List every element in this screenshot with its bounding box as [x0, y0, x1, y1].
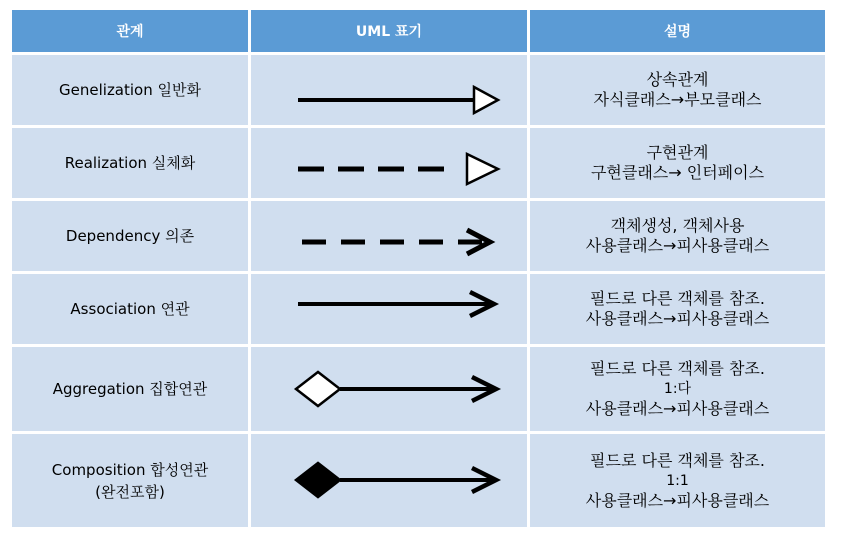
relation-name: Composition 합성연관: [51, 460, 209, 479]
description-line: 필드로 다른 객체를 참조.: [590, 359, 765, 378]
description-line: 사용클래스→피사용클래스: [585, 236, 770, 255]
description-line: 상속관계: [646, 70, 709, 89]
header-uml-notation: UML 표기: [251, 10, 527, 52]
description-line: 자식클래스→부모클래스: [593, 90, 762, 109]
description-line: 사용클래스→피사용클래스: [585, 399, 770, 418]
relation-name: Dependency 의존: [65, 227, 195, 245]
realization-arrow-icon: [298, 154, 498, 184]
description-line: 사용클래스→피사용클래스: [585, 309, 770, 328]
description-line: 구현클래스→ 인터페이스: [590, 163, 765, 182]
description-line: 1:다: [663, 381, 692, 397]
description-line: 필드로 다른 객체를 참조.: [590, 450, 765, 470]
association-arrow-icon: [298, 292, 494, 316]
relation-name: Aggregation 집합연관: [52, 380, 208, 398]
generalization-arrow-icon: [298, 87, 498, 113]
aggregation-arrow-icon: [296, 372, 496, 406]
dependency-arrow-icon: [302, 230, 490, 254]
description-line: 구현관계: [646, 143, 709, 162]
description-line: 필드로 다른 객체를 참조.: [590, 289, 765, 308]
description-line: 객체생성, 객체사용: [610, 216, 745, 235]
header-description: 설명: [530, 10, 825, 52]
relation-name: Genelization 일반화: [59, 81, 201, 99]
relation-name: Realization 실체화: [64, 154, 196, 172]
description-line: 1:1: [666, 472, 689, 489]
header-relation: 관계: [12, 10, 248, 52]
description-line: 사용클래스→피사용클래스: [585, 490, 770, 510]
relation-name-note: (완전포함): [95, 482, 165, 501]
composition-arrow-icon: [296, 463, 496, 497]
relation-name: Association 연관: [70, 300, 190, 318]
